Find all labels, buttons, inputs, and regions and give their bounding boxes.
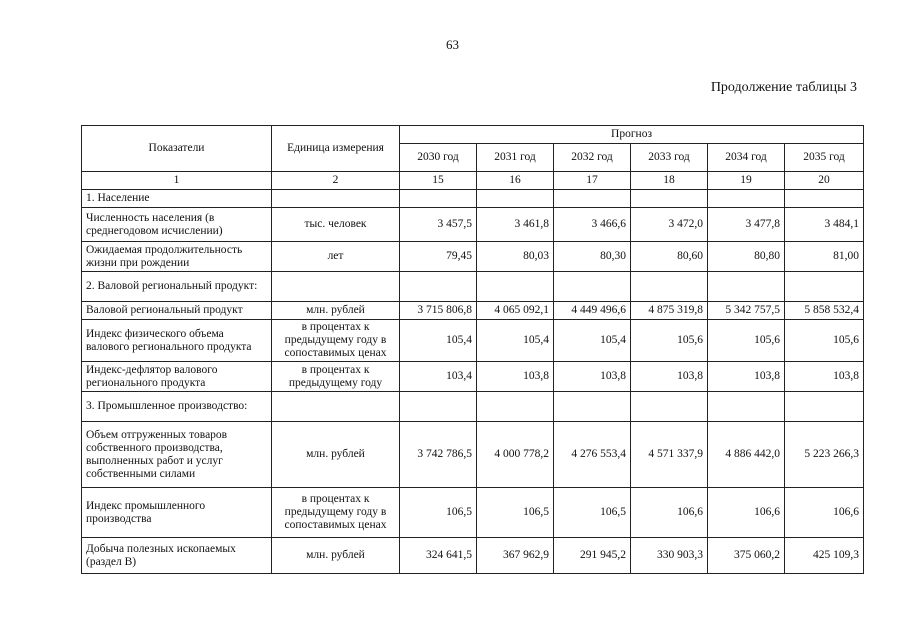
row-value xyxy=(554,272,631,302)
row-value: 425 109,3 xyxy=(785,538,864,574)
row-unit: млн. рублей xyxy=(272,302,400,320)
row-value xyxy=(477,272,554,302)
row-value: 291 945,2 xyxy=(554,538,631,574)
row-value: 4 065 092,1 xyxy=(477,302,554,320)
row-value: 103,8 xyxy=(477,362,554,392)
row-value: 106,6 xyxy=(708,488,785,538)
row-value: 79,45 xyxy=(400,242,477,272)
row-value xyxy=(708,392,785,422)
header-year: 2033 год xyxy=(631,144,708,172)
row-value: 105,4 xyxy=(400,320,477,362)
row-value: 5 342 757,5 xyxy=(708,302,785,320)
row-unit: в процентах к предыдущему году xyxy=(272,362,400,392)
row-unit xyxy=(272,272,400,302)
row-value: 105,6 xyxy=(631,320,708,362)
table-row xyxy=(82,488,864,538)
table-row xyxy=(82,208,864,242)
row-value xyxy=(708,272,785,302)
row-value: 81,00 xyxy=(785,242,864,272)
row-indicator: Валовой региональный продукт xyxy=(82,302,272,320)
row-indicator: 3. Промышленное производство: xyxy=(82,392,272,422)
row-value xyxy=(477,392,554,422)
row-value: 4 571 337,9 xyxy=(631,422,708,488)
column-number: 17 xyxy=(554,172,631,190)
row-indicator: Добыча полезных ископаемых (раздел B) xyxy=(82,538,272,574)
row-value xyxy=(631,392,708,422)
table-row-section xyxy=(82,272,864,302)
table-row-section xyxy=(82,190,864,208)
page-number: 63 xyxy=(446,37,459,52)
row-value: 4 449 496,6 xyxy=(554,302,631,320)
row-unit: млн. рублей xyxy=(272,422,400,488)
row-value: 4 886 442,0 xyxy=(708,422,785,488)
row-unit: лет xyxy=(272,242,400,272)
row-indicator: 1. Население xyxy=(82,190,272,208)
row-value xyxy=(400,392,477,422)
row-value xyxy=(400,272,477,302)
row-value: 324 641,5 xyxy=(400,538,477,574)
row-value: 375 060,2 xyxy=(708,538,785,574)
row-value: 103,8 xyxy=(631,362,708,392)
row-indicator: Индекс-дефлятор валового регионального продукта xyxy=(82,362,272,392)
row-value: 3 715 806,8 xyxy=(400,302,477,320)
row-value: 5 223 266,3 xyxy=(785,422,864,488)
row-value: 80,30 xyxy=(554,242,631,272)
row-value: 4 276 553,4 xyxy=(554,422,631,488)
row-value xyxy=(477,190,554,208)
row-indicator: Индекс физического объема валового регионального продукта xyxy=(82,320,272,362)
row-unit xyxy=(272,392,400,422)
row-unit: в процентах к предыдущему году в сопоставимых ценах xyxy=(272,488,400,538)
row-unit: млн. рублей xyxy=(272,538,400,574)
column-number: 20 xyxy=(785,172,864,190)
row-value: 5 858 532,4 xyxy=(785,302,864,320)
column-number: 2 xyxy=(272,172,400,190)
row-value: 80,60 xyxy=(631,242,708,272)
row-value: 106,6 xyxy=(631,488,708,538)
row-value xyxy=(785,272,864,302)
row-value xyxy=(708,190,785,208)
row-value xyxy=(785,190,864,208)
column-number: 19 xyxy=(708,172,785,190)
header-year: 2035 год xyxy=(785,144,864,172)
column-number: 18 xyxy=(631,172,708,190)
row-value: 3 742 786,5 xyxy=(400,422,477,488)
row-indicator: Численность населения (в среднегодовом исчислении) xyxy=(82,208,272,242)
row-value: 3 477,8 xyxy=(708,208,785,242)
row-unit: в процентах к предыдущему году в сопоставимых ценах xyxy=(272,320,400,362)
row-value: 106,5 xyxy=(554,488,631,538)
continuation-title: Продолжение таблицы 3 xyxy=(710,80,857,95)
row-value: 103,8 xyxy=(785,362,864,392)
row-value: 4 000 778,2 xyxy=(477,422,554,488)
table-row xyxy=(82,362,864,392)
header-year: 2034 год xyxy=(708,144,785,172)
row-value xyxy=(631,272,708,302)
table-row xyxy=(82,538,864,574)
row-value: 80,80 xyxy=(708,242,785,272)
table-row xyxy=(82,242,864,272)
column-number: 15 xyxy=(400,172,477,190)
row-value: 105,6 xyxy=(785,320,864,362)
row-value xyxy=(554,190,631,208)
row-unit xyxy=(272,190,400,208)
row-indicator: Индекс промышленного производства xyxy=(82,488,272,538)
row-value: 105,4 xyxy=(554,320,631,362)
row-value: 103,8 xyxy=(554,362,631,392)
header-year: 2030 год xyxy=(400,144,477,172)
header-indicator: Показатели xyxy=(82,126,272,172)
row-value: 4 875 319,8 xyxy=(631,302,708,320)
row-value: 103,8 xyxy=(708,362,785,392)
row-indicator: Объем отгруженных товаров собственного производства, выполненных работ и услуг собственными силами xyxy=(82,422,272,488)
row-indicator: Ожидаемая продолжительность жизни при рождении xyxy=(82,242,272,272)
table-row xyxy=(82,302,864,320)
row-value: 105,6 xyxy=(708,320,785,362)
row-value: 103,4 xyxy=(400,362,477,392)
row-value: 106,5 xyxy=(400,488,477,538)
row-value: 105,4 xyxy=(477,320,554,362)
forecast-table xyxy=(81,125,864,574)
row-value xyxy=(400,190,477,208)
row-value: 3 472,0 xyxy=(631,208,708,242)
table-row-section xyxy=(82,392,864,422)
row-indicator: 2. Валовой региональный продукт: xyxy=(82,272,272,302)
header-forecast: Прогноз xyxy=(400,126,864,144)
row-value: 3 457,5 xyxy=(400,208,477,242)
row-unit: тыс. человек xyxy=(272,208,400,242)
row-value: 330 903,3 xyxy=(631,538,708,574)
header-year: 2032 год xyxy=(554,144,631,172)
row-value: 367 962,9 xyxy=(477,538,554,574)
row-value xyxy=(554,392,631,422)
header-year: 2031 год xyxy=(477,144,554,172)
column-numbers-row xyxy=(82,172,864,190)
column-number: 16 xyxy=(477,172,554,190)
column-number: 1 xyxy=(82,172,272,190)
row-value: 80,03 xyxy=(477,242,554,272)
row-value: 3 461,8 xyxy=(477,208,554,242)
row-value xyxy=(631,190,708,208)
table-row xyxy=(82,320,864,362)
row-value: 106,6 xyxy=(785,488,864,538)
row-value: 3 466,6 xyxy=(554,208,631,242)
header-unit: Единица измерения xyxy=(272,126,400,172)
row-value: 106,5 xyxy=(477,488,554,538)
row-value xyxy=(785,392,864,422)
row-value: 3 484,1 xyxy=(785,208,864,242)
table-row xyxy=(82,422,864,488)
